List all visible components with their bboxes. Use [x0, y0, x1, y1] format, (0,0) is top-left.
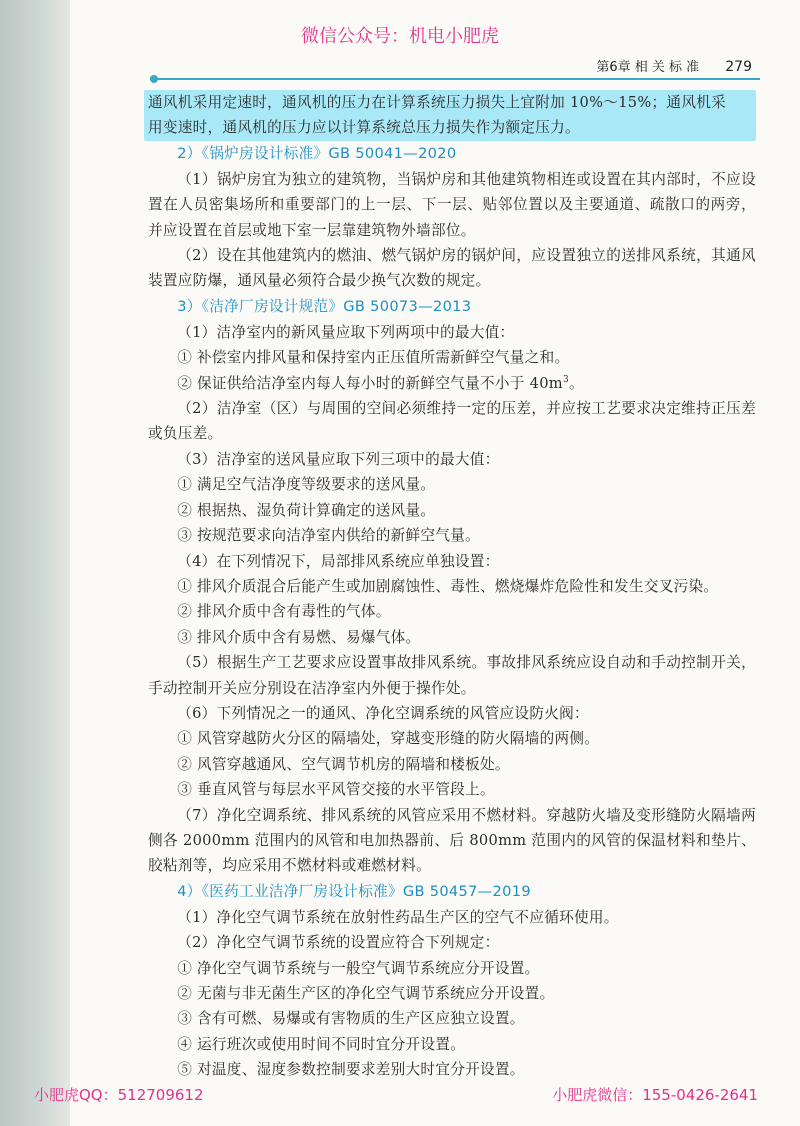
list-item: ② 无菌与非无菌生产区的净化空气调节系统应分开设置。 — [177, 985, 555, 1002]
list-item: ② 风管穿越通风、空气调节机房的隔墙和楼板处。 — [177, 755, 510, 773]
running-head — [596, 56, 752, 75]
paragraph: （1）净化空气调节系统在放射性药品生产区的空气不应循环使用。 — [177, 908, 619, 926]
paragraph: （7）净化空调系统、排风系统的风管应采用不燃材料。穿越防火墙及变形缝防火隔墙两侧各 2000mm 范围内的风管和电加热器前、后 800mm 范围内的风管的保温材料和垫片、胶粘剂等，均应采用不燃材料或难燃材料。 — [148, 806, 756, 875]
watermark-qq: 小肥虎QQ：512709612 — [34, 1086, 204, 1104]
superscript: 3 — [562, 374, 569, 385]
list-item: ③ 含有可燃、易爆或有害物质的生产区应独立设置。 — [177, 1010, 525, 1028]
paragraph: （5）根据生产工艺要求应设置事故排风系统。事故排风系统应设自动和手动控制开关，手动控制开关应分别设在洁净室内外便于操作处。 — [148, 654, 756, 697]
paragraph: （2）净化空气调节系统的设置应符合下列规定： — [177, 934, 500, 952]
chapter-title: 第6章 相 关 标 准 — [596, 60, 700, 75]
section-heading-2: 2）《锅炉房设计标准》GB 50041—2020 — [177, 144, 457, 162]
list-item-tail: 。 — [568, 374, 584, 392]
list-item: ② 排风介质中含有毒性的气体。 — [177, 603, 391, 621]
list-item — [148, 371, 756, 396]
section-heading-4: 4）《医药工业洁净厂房设计标准》GB 50457—2019 — [177, 882, 531, 900]
highlight-line-2: 用变速时，通风机的压力应以计算系统总压力损失作为额定压力。 — [148, 119, 580, 137]
paragraph: （2）洁净室（区）与周围的空间必须维持一定的压差，并应按工艺要求决定维持正压差或负压差。 — [148, 400, 756, 443]
paragraph: （3）洁净室的送风量应取下列三项中的最大值： — [177, 450, 500, 468]
highlight-line-1: 通风机采用定速时，通风机的压力在计算系统压力损失上宜附加 10%～15%；通风机采 — [148, 94, 727, 111]
list-item: ① 风管穿越防火分区的隔墙处，穿越变形缝的防火隔墙的两侧。 — [177, 730, 600, 748]
paragraph: （4）在下列情况下，局部排风系统应单独设置： — [177, 552, 500, 570]
list-item: ④ 运行班次或使用时间不同时宜分开设置。 — [177, 1035, 466, 1053]
list-item: ① 净化空气调节系统与一般空气调节系统应分开设置。 — [177, 959, 540, 977]
list-item: ① 满足空气洁净度等级要求的送风量。 — [177, 476, 436, 494]
list-item: ③ 垂直风管与每层水平风管交接的水平管段上。 — [177, 781, 495, 799]
list-item: ③ 按规范要求向洁净室内供给的新鲜空气量。 — [177, 527, 481, 545]
list-item: ⑤ 对温度、湿度参数控制要求差别大时宜分开设置。 — [177, 1061, 525, 1079]
paragraph: （2）设在其他建筑内的燃油、燃气锅炉房的锅炉间，应设置独立的送排风系统，其通风装置应防爆，通风量必须符合最少换气次数的规定。 — [148, 247, 756, 290]
list-item: ① 补偿室内排风量和保持室内正压值所需新鲜空气量之和。 — [177, 349, 570, 367]
paragraph: （1）洁净室内的新风量应取下列两项中的最大值： — [177, 323, 515, 341]
page-body — [148, 90, 756, 1083]
paragraph: （1）锅炉房宜为独立的建筑物，当锅炉房和其他建筑物相连或设置在其内部时，不应设置在人员密集场所和重要部门的上一层、下一层、贴邻位置以及主要通道、疏散口的两旁，并应设置在首层或地下室一层靠建筑物外墙部位。 — [148, 170, 756, 239]
book-spine-shadow — [0, 0, 70, 1126]
watermark-wechat: 小肥虎微信：155-0426-2641 — [552, 1086, 758, 1104]
list-item: ② 根据热、湿负荷计算确定的送风量。 — [177, 501, 436, 519]
list-item-text: ② 保证供给洁净室内每人每小时的新鲜空气量不小于 40m — [177, 374, 563, 392]
paragraph: （6）下列情况之一的通风、净化空调系统的风管应设防火阀： — [177, 704, 589, 722]
list-item: ① 排风介质混合后能产生或加剧腐蚀性、毒性、燃烧爆炸危险性和发生交叉污染。 — [177, 577, 719, 595]
watermark-top: 微信公众号：机电小肥虎 — [301, 26, 499, 47]
list-item: ③ 排风介质中含有易燃、易爆气体。 — [177, 628, 421, 646]
page-number: 279 — [725, 59, 752, 75]
section-heading-3: 3）《洁净厂房设计规范》GB 50073—2013 — [177, 297, 472, 315]
header-rule — [150, 78, 760, 80]
highlighted-passage — [144, 90, 756, 141]
